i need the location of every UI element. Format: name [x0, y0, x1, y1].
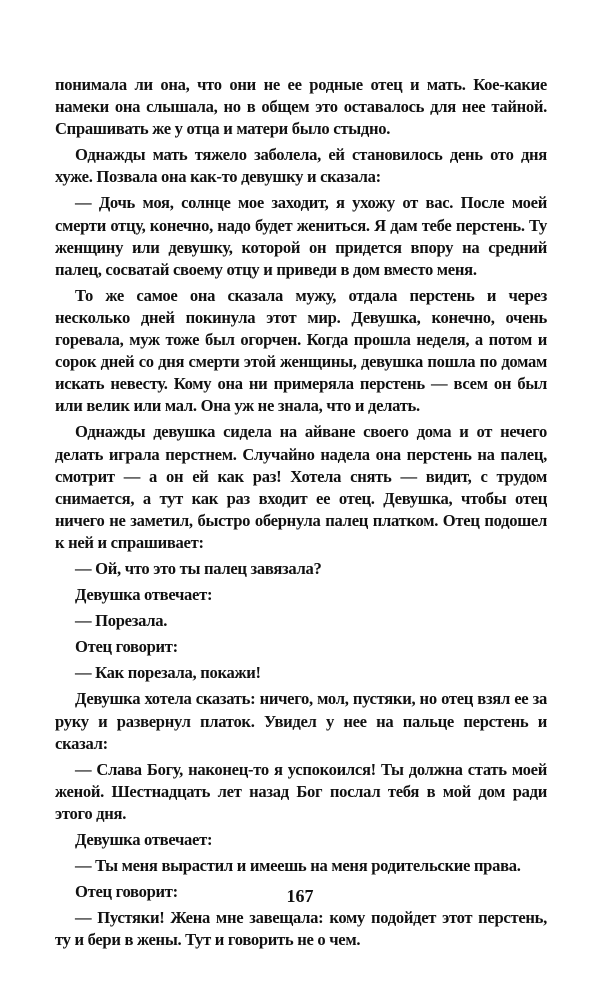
paragraph-4: То же самое она сказала мужу, отдала перстень и через несколько дней покинула этот мир. Девушка, конечно, очень горевала, муж тоже был огорчен. Когда прошла неделя, а потом и сорок дней со дня смерти этой женщины, девушка пошла по домам искать невесту. Кому она ни примеряла перстень — всем он был или велик или мал. Она уж не знала, что и делать. [55, 285, 547, 416]
paragraph-7: Девушка отвечает: [75, 585, 213, 605]
page-body [55, 74, 547, 955]
paragraph-11: Девушка хотела сказать: ничего, мол, пустяки, но отец взял ее за руку и развернул платок. Увидел у нее на пальце перстень и сказал: [55, 689, 547, 753]
paragraph-9: Отец говорит: [75, 637, 178, 657]
paragraph-10: — Как порезала, покажи! [75, 663, 261, 683]
paragraph-13: Девушка отвечает: [75, 830, 213, 849]
paragraph-2: Однажды мать тяжело заболела, ей становилось день ото дня хуже. Позвала она как-то девушку и сказала: [55, 145, 547, 187]
paragraph-1: понимала ли она, что они не ее родные отец и мать. Кое-какие намеки она слышала, но в общем это оставалось для нее тайной. Спрашивать же у отца и матери было стыдно. [55, 75, 547, 139]
paragraph-8: — Порезала. [75, 611, 168, 631]
paragraph-16: — Пустяки! Жена мне завещала: кому подойдет этот перстень, ту и бери в жены. Тут и говорить не о чем. [55, 908, 547, 950]
paragraph-12: — Слава Богу, наконец-то я успокоился! Ты должна стать моей женой. Шестнадцать лет назад Бог послал тебя в мой дом ради этого дня. [55, 759, 547, 823]
paragraph-3: — Дочь моя, солнце мое заходит, я ухожу от вас. После моей смерти отцу, конечно, надо будет жениться. Я дам тебе перстень. Ту женщину или девушку, которой он придется впору на средний палец, сосватай своему отцу и приведи в дом вместо меня. [55, 193, 547, 279]
paragraph-6: — Ой, что это ты палец завязала? [75, 558, 322, 578]
paragraph-5: Однажды девушка сидела на айване своего дома и от нечего делать играла перстнем. Случайно надела она перстень на палец, смотрит — а он ей как раз! Хотела снять — видит, с трудом снимается, а тут как раз входит ее отец. Девушка, чтобы отец ничего не заметил, быстро обернула палец платком. Отец подошел к ней и спрашивает: [55, 422, 547, 552]
paragraph-14: — Ты меня вырастил и имеешь на меня родительские права. [75, 856, 521, 876]
page-number: 167 [286, 886, 314, 906]
paragraph-15: Отец говорит: [75, 882, 178, 902]
